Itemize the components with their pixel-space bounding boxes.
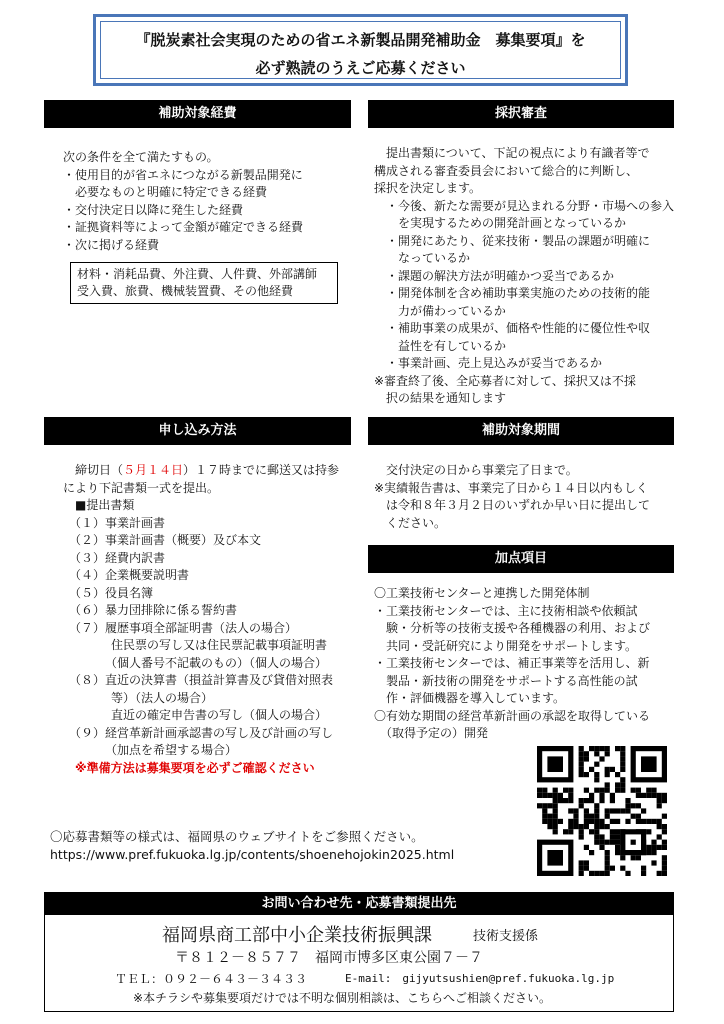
review-line: ※審査終了後、全応募者に対して、採択又は不採 xyxy=(374,373,636,388)
application-line: （５）役員名簿 xyxy=(63,585,154,600)
period-line: ください。 xyxy=(374,515,447,530)
period-header: 補助対象期間 xyxy=(368,417,674,445)
application-line: （９）経営革新計画承認書の写し及び計画の写し xyxy=(63,725,334,740)
application-line: （加点を希望する場合） xyxy=(63,743,238,757)
period-line: 交付決定の日から事業完了日まで。 xyxy=(374,463,578,477)
eligible-costs-line: ・次に掲げる経費 xyxy=(63,237,160,252)
eligible-costs-header: 補助対象経費 xyxy=(44,100,351,128)
bonus-line: ・工業技術センターでは、補正事業等を活用し、新 xyxy=(374,656,650,670)
contact-org: 福岡県商工部中小企業技術振興課 xyxy=(162,925,432,946)
preparation-note: ※準備方法は募集要項を必ずご確認ください xyxy=(63,760,315,775)
contact-header: お問い合わせ先・応募書類提出先 xyxy=(45,893,673,915)
review-line: 構成される審査委員会において総合的に判断し、 xyxy=(374,163,639,178)
deadline-date: ５月１４日 xyxy=(123,463,184,477)
period-body xyxy=(374,462,650,532)
review-body xyxy=(374,145,674,408)
review-line: 提出書類について、下記の視点により有識者等で xyxy=(374,146,650,160)
application-line: （６）暴力団排除に係る誓約書 xyxy=(63,603,238,617)
contact-dept: 技術支援係 xyxy=(473,929,539,944)
review-line: ・課題の解決方法が明確かつ妥当であるか xyxy=(374,268,615,283)
banner-line-2: 必ず熟読のうえご応募ください xyxy=(255,59,466,77)
bonus-header: 加点項目 xyxy=(368,545,674,573)
eligible-costs-line: ・交付決定日以降に発生した経費 xyxy=(63,202,244,217)
application-line: （２）事業計画書（概要）及び本文 xyxy=(63,533,262,547)
review-line: ・開発にあたり、従来技術・製品の課題が明確に xyxy=(374,233,651,248)
eligible-costs-line: 次の条件を全て満たすもの。 xyxy=(63,150,219,164)
eligible-costs-body xyxy=(63,149,303,254)
application-line: ■提出書類 xyxy=(63,498,135,512)
application-line: （３）経費内訳書 xyxy=(63,550,166,565)
application-line: 直近の確定申告書の写し（個人の場合） xyxy=(63,708,328,722)
qr-code-icon[interactable] xyxy=(537,746,667,876)
contact-email[interactable]: E-mail: gijyutsushien@pref.fukuoka.lg.jp xyxy=(345,972,615,985)
bonus-line: （取得予定の）開発 xyxy=(374,726,489,740)
application-body xyxy=(63,462,339,777)
review-line: なっているか xyxy=(374,251,471,265)
deadline-line: 締切日（５月１４日）１７時までに郵送又は持参 xyxy=(63,463,340,477)
review-line: ・補助事業の成果が、価格や性能的に優位性や収 xyxy=(374,321,651,335)
bonus-line: ・工業技術センターでは、主に技術相談や依頼試 xyxy=(374,603,638,618)
review-line: 択の結果を通知します xyxy=(374,391,507,405)
bonus-line: 〇有効な期間の経営革新計画の承認を取得している xyxy=(374,708,651,723)
review-line: ・今後、新たな需要が見込まれる分野・市場への参入 xyxy=(374,198,675,213)
banner-line-1: 『脱炭素社会実現のための省エネ新製品開発補助金 募集要項』を xyxy=(135,31,586,49)
application-line: （８）直近の決算書（損益計算書及び貸借対照表 xyxy=(63,673,334,687)
review-line: 採択を決定します。 xyxy=(374,181,482,195)
application-line: （１）事業計画書 xyxy=(63,515,166,530)
contact-box xyxy=(44,892,674,1012)
review-line: を実現するための開発計画となっているか xyxy=(374,216,627,230)
bonus-body xyxy=(374,585,650,743)
review-line: ・開発体制を含め補助事業実施のための技術的能 xyxy=(374,286,651,300)
application-line: （７）履歴事項全部証明書（法人の場合） xyxy=(63,620,298,635)
contact-tel: ＴＥＬ：０９２－６４３－３４３３ xyxy=(115,972,308,986)
bonus-line: 作・評価機器を導入しています。 xyxy=(374,691,566,705)
title-banner xyxy=(93,14,628,86)
review-line: 力が備わっているか xyxy=(374,303,506,318)
period-line: ※実績報告書は、事業完了日から１４日以内もしく xyxy=(374,480,649,495)
application-line: 等）（法人の場合） xyxy=(63,690,214,705)
contact-note: ※本チラシや募集要項だけでは不明な個別相談は、こちらへご相談ください。 xyxy=(133,991,552,1005)
bonus-line: 験・分析等の技術支援や各種機器の利用、および xyxy=(374,621,651,635)
application-line: （個人番号不記載のもの）（個人の場合） xyxy=(63,655,328,670)
application-line: により下記書類一式を提出。 xyxy=(63,480,220,495)
application-line: （４）企業概要説明書 xyxy=(63,568,190,582)
website-note: 〇応募書類等の様式は、福岡県のウェブサイトをご参照ください。 xyxy=(50,829,424,844)
eligible-costs-line: ・証拠資料等によって金額が確定できる経費 xyxy=(63,220,304,234)
eligible-costs-box-line: 材料・消耗品費、外注費、人件費、外部講師 xyxy=(77,267,318,281)
eligible-costs-line: 必要なものと明確に特定できる経費 xyxy=(63,185,268,199)
eligible-costs-box xyxy=(70,262,338,304)
bonus-line: 〇工業技術センターと連携した開発体制 xyxy=(374,586,590,600)
eligible-costs-line: ・使用目的が省エネにつながる新製品開発に xyxy=(63,167,303,182)
contact-address: 〒８１２－８５７７ 福岡市博多区東公園７－７ xyxy=(175,950,483,966)
application-line: 住民票の写し又は住民票記載事項証明書 xyxy=(63,638,328,652)
eligible-costs-box-line: 受入費、旅費、機械装置費、その他経費 xyxy=(77,284,294,298)
bonus-line: 製品・新技術の開発をサポートする高性能の試 xyxy=(374,673,638,688)
website-url[interactable]: https://www.pref.fukuoka.lg.jp/contents/shoenehojokin2025.html xyxy=(50,847,455,862)
bonus-line: 共同・受託研究により開発をサポートします。 xyxy=(374,638,638,653)
review-line: 益性を有しているか xyxy=(374,338,507,353)
period-line: は令和８年３月２日のいずれか早い日に提出して xyxy=(374,498,651,512)
review-line: ・事業計画、売上見込みが妥当であるか xyxy=(374,356,603,370)
application-header: 申し込み方法 xyxy=(44,417,351,445)
review-header: 採択審査 xyxy=(368,100,674,128)
